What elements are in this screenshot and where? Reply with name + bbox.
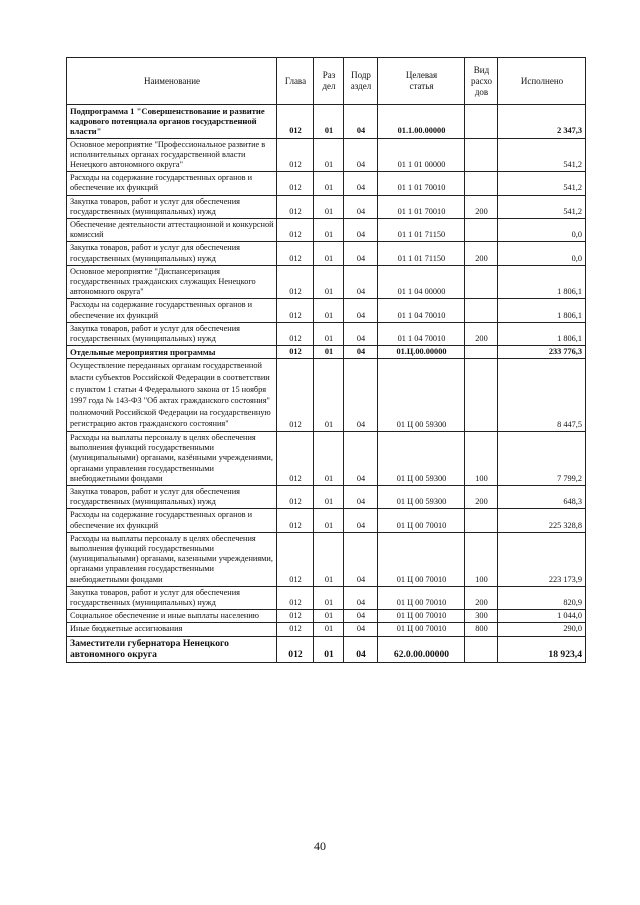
- header-podrazdel: Подр аздел: [344, 58, 378, 105]
- row-statya: 01.1.00.00000: [378, 105, 465, 139]
- row-podrazdel: 04: [344, 610, 378, 623]
- row-razdel: 01: [314, 509, 344, 532]
- row-statya: 01 1 01 00000: [378, 138, 465, 172]
- row-razdel: 01: [314, 138, 344, 172]
- row-glava: 012: [277, 219, 314, 242]
- row-name: Обеспечение деятельности аттестационной и конкурсной комиссий: [67, 219, 277, 242]
- row-name: Подпрограмма 1 "Совершенствование и развитие кадрового потенциала органов государственной власти": [67, 105, 277, 139]
- row-vid: 200: [465, 586, 498, 609]
- row-razdel: 01: [314, 242, 344, 265]
- table-row: [67, 586, 586, 609]
- row-amount: 1 044,0: [498, 610, 586, 623]
- row-amount: 1 806,1: [498, 265, 586, 299]
- row-glava: 012: [277, 359, 314, 432]
- row-amount: 7 799,2: [498, 432, 586, 486]
- row-name: Закупка товаров, работ и услуг для обеспечения государственных (муниципальных) нужд: [67, 242, 277, 265]
- table-row: [67, 322, 586, 345]
- row-name: Расходы на выплаты персоналу в целях обеспечения выполнения функций государственными (муниципальными) органами, казёнными учреждениями, органами управления государственными внебюджетными фондами: [67, 432, 277, 486]
- table-row: [67, 242, 586, 265]
- row-statya: 01 Ц 00 59300: [378, 359, 465, 432]
- table-row: [67, 359, 586, 432]
- row-razdel: 01: [314, 219, 344, 242]
- table-row: [67, 610, 586, 623]
- row-razdel: 01: [314, 623, 344, 636]
- row-statya: 01 1 01 71150: [378, 219, 465, 242]
- row-statya: 01 Ц 00 70010: [378, 586, 465, 609]
- row-name: Основное мероприятие "Профессиональное развитие в исполнительных органах государственной власти Ненецкого автономного округа": [67, 138, 277, 172]
- row-name: Основное мероприятие "Диспансеризация государственных гражданских служащих Ненецкого автономного округа": [67, 265, 277, 299]
- header-razdel: Раз дел: [314, 58, 344, 105]
- row-podrazdel: 04: [344, 346, 378, 359]
- header-glava: Глава: [277, 58, 314, 105]
- row-podrazdel: 04: [344, 138, 378, 172]
- row-amount: 820,9: [498, 586, 586, 609]
- row-amount: 541,2: [498, 138, 586, 172]
- row-vid: [465, 509, 498, 532]
- header-vid: Вид расхо дов: [465, 58, 498, 105]
- row-statya: 01 Ц 00 70010: [378, 532, 465, 586]
- row-razdel: 01: [314, 172, 344, 195]
- row-razdel: 01: [314, 610, 344, 623]
- table-row: [67, 532, 586, 586]
- budget-table: [66, 57, 586, 663]
- row-razdel: 01: [314, 195, 344, 218]
- row-glava: 012: [277, 636, 314, 662]
- row-vid: [465, 138, 498, 172]
- row-razdel: 01: [314, 322, 344, 345]
- row-amount: 8 447,5: [498, 359, 586, 432]
- row-name: Расходы на выплаты персоналу в целях обеспечения выполнения функций государственными (муниципальными) органами, казенными учреждениями, органами управления государственными внебюджетными фондами: [67, 532, 277, 586]
- row-vid: 200: [465, 322, 498, 345]
- row-razdel: 01: [314, 346, 344, 359]
- row-glava: 012: [277, 138, 314, 172]
- table-row: [67, 509, 586, 532]
- row-podrazdel: 04: [344, 322, 378, 345]
- row-amount: 225 328,8: [498, 509, 586, 532]
- table-row: [67, 172, 586, 195]
- page-number: 40: [314, 839, 326, 853]
- row-vid: 200: [465, 195, 498, 218]
- table-row: [67, 299, 586, 322]
- table-row: [67, 195, 586, 218]
- row-podrazdel: 04: [344, 623, 378, 636]
- table-row: [67, 219, 586, 242]
- row-amount: 0,0: [498, 242, 586, 265]
- row-name: Иные бюджетные ассигнования: [67, 623, 277, 636]
- row-vid: 200: [465, 242, 498, 265]
- row-amount: 223 173,9: [498, 532, 586, 586]
- row-razdel: 01: [314, 299, 344, 322]
- row-podrazdel: 04: [344, 359, 378, 432]
- table-row: [67, 265, 586, 299]
- row-vid: [465, 636, 498, 662]
- table-row: [67, 105, 586, 139]
- row-podrazdel: 04: [344, 242, 378, 265]
- row-vid: 100: [465, 532, 498, 586]
- row-statya: 01 1 01 71150: [378, 242, 465, 265]
- row-amount: 18 923,4: [498, 636, 586, 662]
- header-amount: Исполнено: [498, 58, 586, 105]
- row-podrazdel: 04: [344, 299, 378, 322]
- row-statya: 01 1 01 70010: [378, 172, 465, 195]
- row-amount: 1 806,1: [498, 299, 586, 322]
- row-vid: 800: [465, 623, 498, 636]
- row-vid: [465, 299, 498, 322]
- row-name: Осуществление переданных органам государственной власти субъектов Российской Федерации в соответствии с пунктом 1 статьи 4 Федерального закона от 15 ноября 1997 года № 143-ФЗ "Об актах гражданского состояния" полномочий Российской Федерации на государственную регистрацию актов гражданского состояния": [67, 359, 277, 432]
- row-amount: 0,0: [498, 219, 586, 242]
- row-razdel: 01: [314, 105, 344, 139]
- row-podrazdel: 04: [344, 219, 378, 242]
- row-name: Закупка товаров, работ и услуг для обеспечения государственных (муниципальных) нужд: [67, 195, 277, 218]
- row-glava: 012: [277, 432, 314, 486]
- row-vid: [465, 105, 498, 139]
- table-row: [67, 432, 586, 486]
- row-statya: 01 1 01 70010: [378, 195, 465, 218]
- row-statya: 01 1 04 70010: [378, 299, 465, 322]
- row-razdel: 01: [314, 432, 344, 486]
- header-name: Наименование: [67, 58, 277, 105]
- row-name: Закупка товаров, работ и услуг для обеспечения государственных (муниципальных) нужд: [67, 586, 277, 609]
- row-glava: 012: [277, 586, 314, 609]
- row-statya: 01 1 04 00000: [378, 265, 465, 299]
- row-razdel: 01: [314, 532, 344, 586]
- row-name: Расходы на содержание государственных органов и обеспечение их функций: [67, 509, 277, 532]
- row-podrazdel: 04: [344, 265, 378, 299]
- row-amount: 541,2: [498, 195, 586, 218]
- row-glava: 012: [277, 195, 314, 218]
- table-row: [67, 346, 586, 359]
- row-glava: 012: [277, 299, 314, 322]
- row-glava: 012: [277, 509, 314, 532]
- budget-document: [66, 57, 585, 663]
- row-amount: 1 806,1: [498, 322, 586, 345]
- row-glava: 012: [277, 532, 314, 586]
- row-name: Расходы на содержание государственных органов и обеспечение их функций: [67, 172, 277, 195]
- row-name: Расходы на содержание государственных органов и обеспечение их функций: [67, 299, 277, 322]
- table-row: [67, 636, 586, 662]
- row-podrazdel: 04: [344, 105, 378, 139]
- row-statya: 01 Ц 00 70010: [378, 610, 465, 623]
- row-statya: 01 Ц 00 70010: [378, 509, 465, 532]
- row-razdel: 01: [314, 265, 344, 299]
- row-name: Закупка товаров, работ и услуг для обеспечения государственных (муниципальных) нужд: [67, 322, 277, 345]
- row-statya: 01 Ц 00 59300: [378, 432, 465, 486]
- row-amount: 233 776,3: [498, 346, 586, 359]
- row-statya: 01 1 04 70010: [378, 322, 465, 345]
- row-glava: 012: [277, 486, 314, 509]
- row-podrazdel: 04: [344, 486, 378, 509]
- row-podrazdel: 04: [344, 586, 378, 609]
- row-vid: [465, 172, 498, 195]
- row-razdel: 01: [314, 486, 344, 509]
- row-name: Отдельные мероприятия программы: [67, 346, 277, 359]
- row-podrazdel: 04: [344, 432, 378, 486]
- row-vid: 300: [465, 610, 498, 623]
- table-row: [67, 486, 586, 509]
- table-row: [67, 138, 586, 172]
- row-name: Закупка товаров, работ и услуг для обеспечения государственных (муниципальных) нужд: [67, 486, 277, 509]
- row-name: Заместители губернатора Ненецкого автономного округа: [67, 636, 277, 662]
- row-glava: 012: [277, 610, 314, 623]
- row-podrazdel: 04: [344, 532, 378, 586]
- row-amount: 2 347,3: [498, 105, 586, 139]
- table-header-row: [67, 58, 586, 105]
- header-statya: Целевая статья: [378, 58, 465, 105]
- row-glava: 012: [277, 322, 314, 345]
- row-glava: 012: [277, 105, 314, 139]
- row-vid: 200: [465, 486, 498, 509]
- row-glava: 012: [277, 346, 314, 359]
- row-podrazdel: 04: [344, 509, 378, 532]
- row-vid: [465, 265, 498, 299]
- row-razdel: 01: [314, 636, 344, 662]
- row-razdel: 01: [314, 586, 344, 609]
- table-body: [67, 105, 586, 663]
- table-row: [67, 623, 586, 636]
- row-razdel: 01: [314, 359, 344, 432]
- row-vid: [465, 359, 498, 432]
- row-amount: 648,3: [498, 486, 586, 509]
- row-vid: 100: [465, 432, 498, 486]
- row-vid: [465, 219, 498, 242]
- row-name: Социальное обеспечение и иные выплаты населению: [67, 610, 277, 623]
- row-podrazdel: 04: [344, 636, 378, 662]
- row-glava: 012: [277, 265, 314, 299]
- row-glava: 012: [277, 172, 314, 195]
- row-podrazdel: 04: [344, 172, 378, 195]
- row-statya: 01 Ц 00 70010: [378, 623, 465, 636]
- row-podrazdel: 04: [344, 195, 378, 218]
- row-statya: 01.Ц.00.00000: [378, 346, 465, 359]
- row-glava: 012: [277, 623, 314, 636]
- row-amount: 290,0: [498, 623, 586, 636]
- row-vid: [465, 346, 498, 359]
- row-amount: 541,2: [498, 172, 586, 195]
- row-statya: 62.0.00.00000: [378, 636, 465, 662]
- row-statya: 01 Ц 00 59300: [378, 486, 465, 509]
- row-glava: 012: [277, 242, 314, 265]
